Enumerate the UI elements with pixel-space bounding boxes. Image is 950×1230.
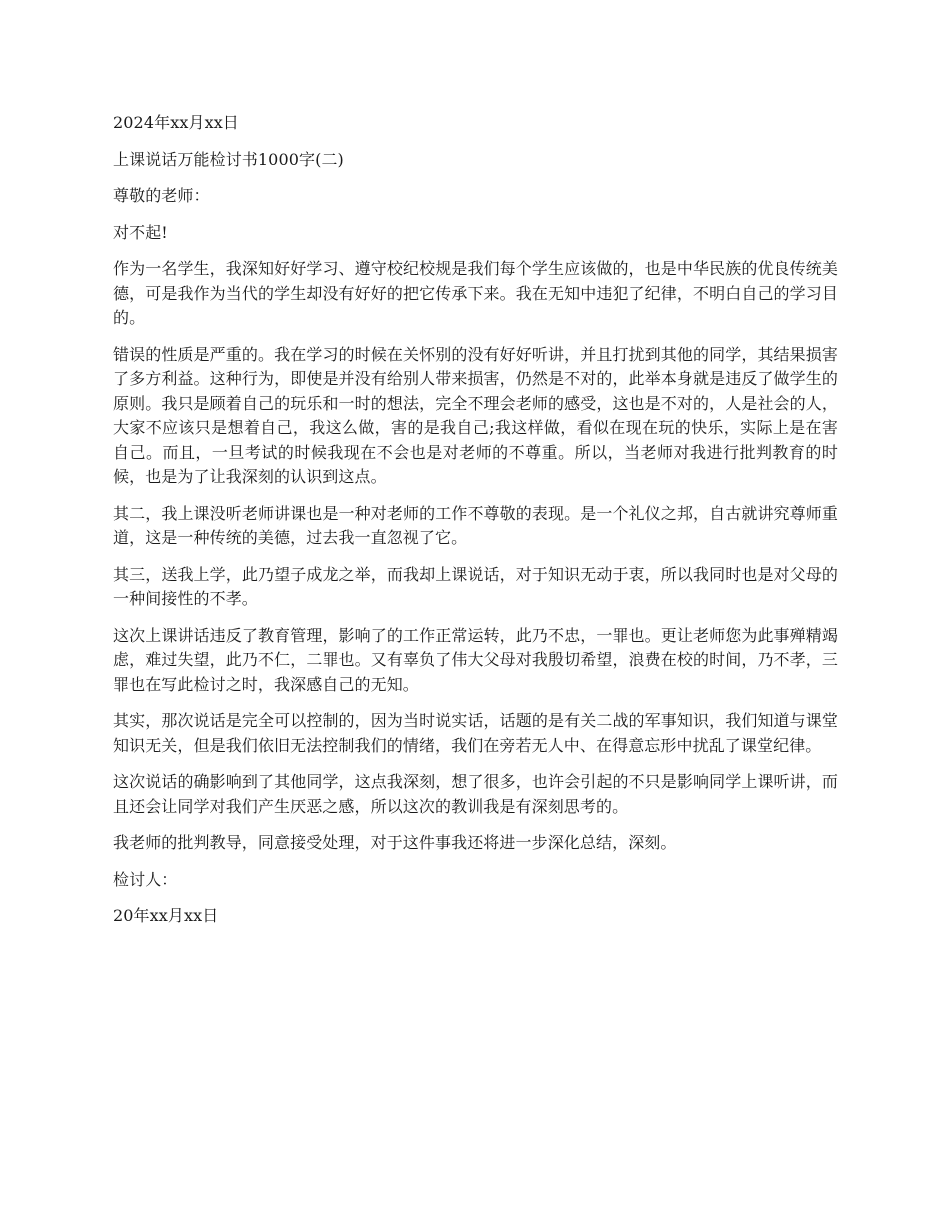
signature-label: 检讨人：	[113, 869, 178, 889]
salutation: 尊敬的老师：	[113, 186, 210, 205]
document-title: 上课说话万能检讨书1000字(二)	[113, 149, 344, 169]
body-paragraph-5: 这次上课讲话违反了教育管理，影响了的工作正常运转，此乃不忠，一罪也。更让老师您为此事殚精竭虑，难过失望，此乃不仁，二罪也。又有辜负了伟大父母对我殷切希望，浪费在校的时间，乃不孝，三罪也在写此检讨之时，我深感自己的无知。	[113, 625, 838, 694]
body-paragraph-3: 其二，我上课没听老师讲课也是一种对老师的工作不尊敬的表现。是一个礼仪之邦，自古就讲究尊师重道，这是一种传统的美德，过去我一直忽视了它。	[113, 503, 838, 547]
body-paragraph-2: 错误的性质是严重的。我在学习的时候在关怀别的没有好好听讲，并且打扰到其他的同学，其结果损害了多方利益。这种行为，即使是并没有给别人带来损害，仍然是不对的，此举本身就是违反了做学生的原则。我只是顾着自己的玩乐和一时的想法，完全不理会老师的感受，这也是不对的，人是社会的人，大家不应该只是想着自己，我这么做，害的是我自己;我这样做，看似在现在玩的快乐，实际上是在害自己。而且，一旦考试的时候我现在不会也是对老师的不尊重。所以，当老师对我进行批判教育的时候，也是为了让我深刻的认识到这点。	[113, 344, 838, 486]
body-paragraph-8: 我老师的批判教导，同意接受处理，对于这件事我还将进一步深化总结，深刻。	[113, 833, 677, 852]
body-paragraph-4: 其三，送我上学，此乃望子成龙之举，而我却上课说话，对于知识无动于衷，所以我同时也是对父母的一种间接性的不孝。	[113, 564, 838, 608]
body-paragraph-1: 作为一名学生，我深知好好学习、遵守校纪校规是我们每个学生应该做的，也是中华民族的优良传统美德，可是我作为当代的学生却没有好好的把它传承下来。我在无知中违犯了纪律，不明白自己的学习目的。	[113, 259, 838, 327]
date-top: 2024年xx月xx日	[113, 113, 239, 132]
date-bottom: 20年xx月xx日	[113, 906, 219, 925]
body-paragraph-6: 其实，那次说话是完全可以控制的，因为当时说实话，话题的是有关二战的军事知识，我们知道与课堂知识无关，但是我们依旧无法控制我们的情绪，我们在旁若无人中、在得意忘形中扰乱了课堂纪律。	[113, 711, 838, 755]
body-paragraph-7: 这次说话的确影响到了其他同学，这点我深刻，想了很多，也许会引起的不只是影响同学上课听讲，而且还会让同学对我们产生厌恶之感，所以这次的教训我是有深刻思考的。	[113, 772, 838, 816]
apology: 对不起!	[113, 222, 168, 242]
